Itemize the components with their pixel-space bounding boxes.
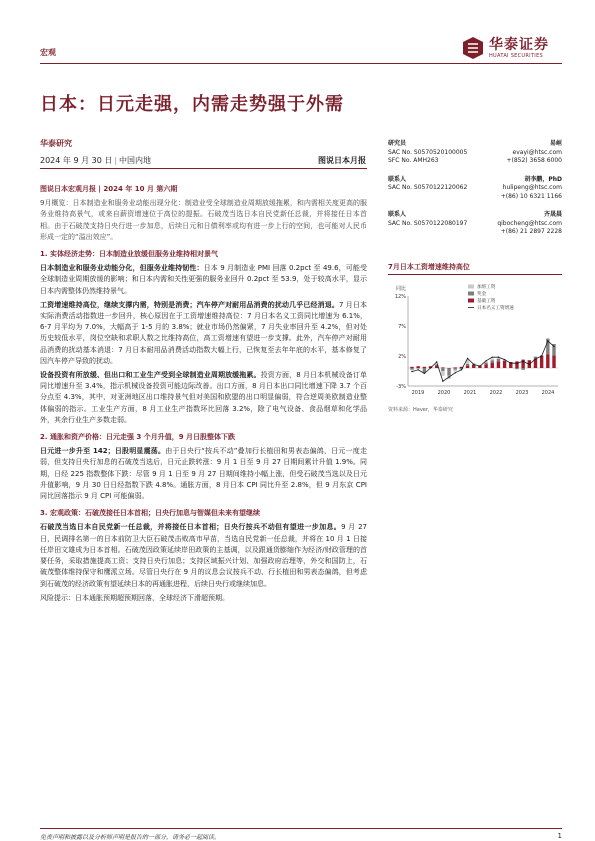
legend-swatch [468,299,474,303]
data-point-nominal-wage [516,363,517,364]
data-point-nominal-wage [424,373,425,374]
analyst-role: 联系人 [388,211,407,218]
report-type: 图说日本月报 [318,156,366,165]
x-tick-label: 2022 [489,390,503,396]
analyst-card [388,140,562,166]
y-tick-label: 12% [394,294,406,300]
section-1-para-3: 设备投资有所放缓、但出口和工业生产受到全球制造业周期放缓拖累。投资方面，8 月日本机械设备订单同比增速升至 3.4%，指示机械设备投资可能边际改善。出口方面，8 月日本出口同比增速下降 3.7 个百分点至 4.3%，其中，对亚洲地区出口维持景气但对美国和欧盟的出口明显偏弱，符合逆周美欧制造业整体偏弱的指示。工业生产方面，8 月工业生产指数环比回落 3.2%，除了电气设备、食品烟草和化学品外，其余行业生产多数走弱。 [40,371,368,424]
section-3-heading: 3. 宏观政策：石破茂接任日本首相；日央行加息与智媒但未来有望继续 [40,509,260,518]
bar-overtime [441,371,444,376]
bar-bonus [466,364,469,366]
analyst-name: 易峘 [549,140,562,147]
x-tick-label: 2023 [515,390,529,396]
wage-growth-chart [388,278,562,404]
section-2-para-1: 日元进一步升至 142；日股明显震荡。由于日央行“按兵不动”叠加行长植田和男表态偏鸽，日元一度走弱，但支持日央行加息的石破茂当选后，日元止跌转涨：9 月 1 日至 9 月 27 日期间累计升值 1.9%。同期，日经 225 指数整体下跌：尽管 9 月 1 日至 9 月 27 日期间维持小幅上涨，但受石破茂当选以及日元升值影响，9 月 30 日日经指数下跌 4.8%。通胀方面，8 月日本 CPI 同比升至 2.8%，但 9 月东京 CPI 同比回落指示 9 月 CPI 可能偏弱。 [40,447,367,501]
bar-bonus [497,359,500,361]
x-tick-label: 2019 [411,390,425,396]
data-point-nominal-wage [522,361,523,362]
bar-base-wage [423,367,426,368]
report-body [40,184,367,607]
legend-label: 基础工资 [477,299,496,304]
page-number: 1 [557,832,562,840]
data-point-nominal-wage [479,366,480,367]
data-point-nominal-wage [461,369,462,370]
footer-disclaimer: 免责声明和披露以及分析师声明是报告的一部分，请务必一起阅读。 [40,834,221,841]
report-title: 日本：日元走强，内需走势强于外需 [40,94,344,115]
data-point-nominal-wage [417,369,418,370]
chart-svg [388,278,562,404]
bar-overtime [491,358,494,360]
bar-bonus [491,360,494,362]
analyst-name: 胡李鹏，PhD [524,175,562,183]
bar-base-wage [552,355,555,368]
data-point-nominal-wage [442,381,443,382]
bar-base-wage [515,361,518,368]
series-line-nominal-wage [412,341,554,381]
logo-text-en: HUATAI SECURITIES [489,53,543,59]
data-point-nominal-wage [541,355,542,356]
analyst-card [388,211,562,237]
bar-bonus [521,368,524,370]
bar-bonus [454,368,457,370]
analyst-role: 研究员 [388,140,407,147]
y-tick-label: -3% [396,384,406,390]
bar-bonus [484,363,487,365]
bar-overtime [410,370,413,371]
risk-warning: 风险提示：日本通胀预期超预期回落，全球经济下滑超预期。 [40,593,229,602]
data-point-nominal-wage [492,357,493,358]
bar-bonus [410,368,413,370]
bar-base-wage [491,363,494,368]
y-tick-label: 2% [398,354,406,360]
section-1-para-2: 工资增速维持高位，继续支撑内需，特别是消费；汽车停产对耐用品消费的扰动几乎已经消退。7 月日本实际消费活动指数进一步回升，核心原因在于工资增速维持高位：7 月日本名义工资同比增速为 6.1%，6-7 月平均为 7.0%，大幅高于 1-5 月的 3.8%；就业市场仍然偏紧，7 月失业率回升至 4.2%，但对处历史较低水平，岗位空缺和求职人数之比维持高位，高工资增速有望进一步支撑。此外，汽车停产对耐用品消费的扰动基本消退：7 月日本耐用品消费活动指数大幅上行，已恢复至去年年底的水平，基本修复了因汽车停产导致的扰动。 [40,300,368,365]
bar-bonus [441,368,444,371]
bar-base-wage [497,361,500,368]
summary-text: 9月概览：日本制造业和服务业动能出现分化：制造业受全球制造业周期放缓拖累，和内需相关度更高的服务业维持高景气，或来自薪资增速位于高位的提振。石破茂当选日本自民党新任总裁，并将接任日本首相。由于石破茂支持日央行进一步加息，后续日元和日债利率或均有进一步上行的空间，也可能对人民币形成一定的“溢出效应”。 [40,199,367,241]
data-point-nominal-wage [547,340,548,341]
analyst-sac: SAC No. S0570520100005 [388,148,468,156]
bar-base-wage [447,368,450,369]
bar-base-wage [540,356,543,368]
chart-source: 资料来源：Haver，华泰研究 [388,407,453,413]
footer-divider [40,828,562,829]
report-date: 2024 年 9 月 30 日 [40,156,113,165]
section-2-heading: 2. 通胀和资产价格：日元走强 3 个月升值，9 月日股整体下跌 [40,433,236,442]
data-point-nominal-wage [529,364,530,365]
y-tick-label: 7% [398,324,406,330]
analyst-email[interactable]: evayi@htsc.com [512,148,562,156]
data-point-nominal-wage [448,376,449,377]
data-point-nominal-wage [504,359,505,360]
analyst-email[interactable]: hulipeng@htsc.com [502,184,562,191]
data-point-nominal-wage [510,363,511,364]
analyst-sac: SAC No. S0570122120062 [388,184,468,191]
analyst-role: 联系人 [388,175,407,183]
legend-label: 奖金 [477,292,487,297]
logo-text-cn: 华泰证券 [489,37,549,53]
date-line: 2024 年 9 月 30 日 | 中国内地 [40,156,152,165]
analyst-email[interactable]: qibocheng@htsc.com [497,219,562,227]
analyst-sfc: SFC No. AMH263 [388,157,439,164]
data-point-nominal-wage [485,360,486,361]
bar-bonus [515,368,518,369]
bar-base-wage [546,354,549,368]
section-1-para-1: 日本制造业和服务业动能分化，但服务业维持韧性：日本 9 月制造业 PMI 回落 0.2pct 至 49.6，可能受全球制造业周期放缓的影响；和日本内需和关性更强的服务业回升 0.2pct 至 53.9，处于较高水平，显示日本内需整体仍然维持景气。 [40,264,368,295]
brand-logo [462,34,562,64]
category-label: 宏观 [40,48,56,57]
analyst-phone: +(86) 10 6321 1166 [500,192,562,200]
bar-base-wage [454,367,457,368]
legend-label: 加班工资 [477,285,496,290]
bar-bonus [447,369,450,376]
data-point-nominal-wage [498,357,499,358]
bar-base-wage [416,366,419,368]
header-divider [40,63,562,64]
y-axis-label: 同比 [396,286,407,292]
summary-heading: 图说日本宏观月报 | 2024 年 10 月 第六期 [40,185,178,193]
x-tick-label: 2024 [541,390,555,396]
legend-label: 日本名义工资增速 [477,306,514,311]
analyst-card [388,176,562,202]
data-point-nominal-wage [430,367,431,368]
data-point-nominal-wage [553,346,554,347]
legend-swatch [468,292,474,296]
data-point-nominal-wage [411,371,412,372]
x-tick-label: 2021 [463,390,477,396]
bar-base-wage [472,365,475,368]
analyst-phone: +(852) 3658 6000 [506,157,562,164]
data-point-nominal-wage [473,364,474,365]
section-3-para-1: 石破茂当选日本自民党新一任总裁，并将接任日本首相；日央行按兵不动但有望进一步加息。9 月 27 日，民调排名第一的日本前防卫大臣石破茂击败高市早苗，当选自民党新一任总裁，并将在 10 月 1 日接任岸田文雄成为日本首相。石破茂因政策延续岸田政策的主基调，以及跟通货膨缩作为经济/财政管理的首要任务，采取措施提高工资；支持日央行加息；支持区域振兴计划、加强政府治理等，外交和国防上，石破茂整体维持保守和鹰派立场。尽管日央行在 9 月的议息会议按兵不动、行长植田和男表态偏鸽，但考虑到石破茂的经济政策有望延续日本的再通胀进程，后续日央行或继续加息。 [40,523,368,588]
chart-title: 7月日本工资增速维持高位 [388,262,562,275]
bar-base-wage [410,367,413,368]
bar-bonus [416,368,419,369]
analyst-sac: SAC No. S0570122080197 [388,219,468,227]
firm-name: 华泰研究 [40,139,72,148]
bar-base-wage [441,367,444,368]
bar-base-wage [484,364,487,368]
analyst-panel [388,140,562,247]
analyst-phone: +(86) 21 2897 2228 [500,228,562,235]
legend-swatch [468,285,474,289]
bar-base-wage [503,361,506,368]
analyst-name: 齐晟晨 [543,211,562,218]
meta-divider [40,168,367,169]
data-point-nominal-wage [455,372,456,373]
section-1-heading: 1. 实体经济走势：日本制造业放缓但服务业维持相对景气 [40,250,218,259]
bar-overtime [454,370,457,372]
bar-base-wage [466,366,469,368]
report-region: 中国内地 [119,156,152,165]
x-tick-label: 2020 [437,390,451,396]
data-point-nominal-wage [467,358,468,359]
logo-mark-icon [462,36,484,60]
data-point-nominal-wage [436,361,437,362]
data-point-nominal-wage [535,358,536,359]
